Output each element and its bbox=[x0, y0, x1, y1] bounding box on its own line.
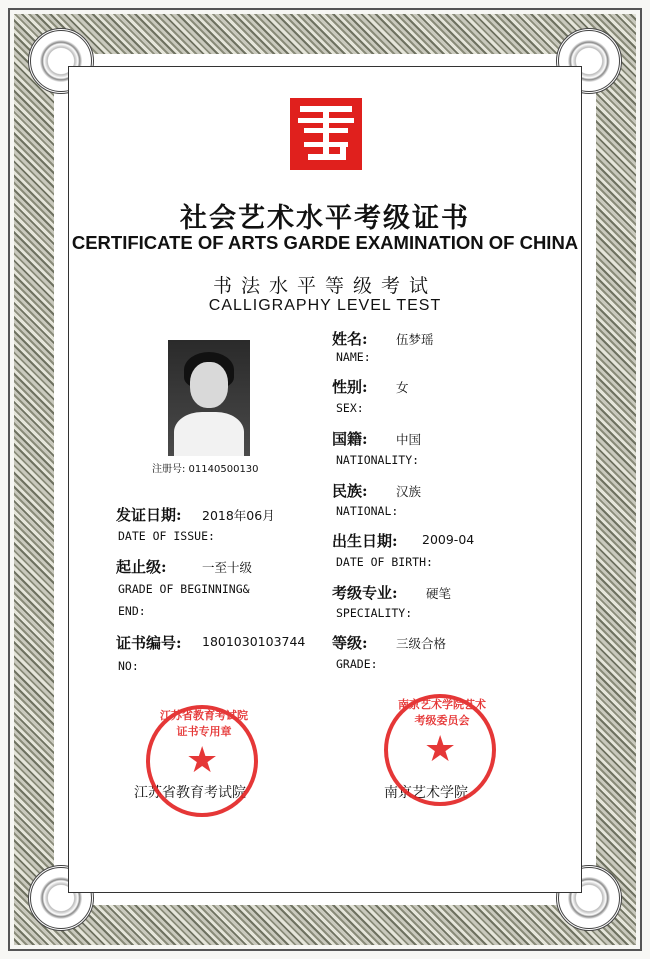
certificate-title-en: CERTIFICATE OF ARTS GARDE EXAMINATION OF CHINA bbox=[71, 232, 579, 253]
right-issuer-signature: 南京艺术学院 bbox=[384, 785, 468, 801]
cert-number-label-en: NO: bbox=[118, 659, 139, 673]
grade-value: 三级合格 bbox=[396, 636, 447, 651]
right-seal bbox=[384, 694, 496, 806]
test-title-cn: 书法水平等级考试 bbox=[212, 275, 437, 297]
grade-range-label: 起止级: bbox=[116, 558, 167, 576]
left-seal bbox=[146, 705, 258, 817]
name-label: 姓名: bbox=[332, 330, 368, 348]
ethnicity-value: 汉族 bbox=[396, 484, 422, 499]
grade-label: 等级: bbox=[332, 634, 368, 652]
speciality-label-en: SPECIALITY: bbox=[336, 606, 413, 620]
nationality-label-en: NATIONALITY: bbox=[336, 453, 420, 467]
left-issuer-signature: 江苏省教育考试院 bbox=[134, 785, 246, 801]
birth-label: 出生日期: bbox=[332, 532, 398, 550]
grade-range-value: 一至十级 bbox=[202, 560, 253, 575]
nationality-label: 国籍: bbox=[332, 430, 368, 448]
grade-range-label-en-end: END: bbox=[118, 604, 146, 618]
seal-star-icon: ★ bbox=[186, 740, 219, 781]
speciality-value: 硬笔 bbox=[426, 586, 452, 601]
cert-number-value: 1801030103744 bbox=[202, 634, 306, 649]
grade-range-label-en: GRADE OF BEGINNING& bbox=[118, 582, 250, 596]
issue-date-label: 发证日期: bbox=[116, 506, 182, 524]
nationality-value: 中国 bbox=[396, 432, 422, 447]
ethnicity-label-en: NATIONAL: bbox=[336, 504, 399, 518]
cert-number-label: 证书编号: bbox=[116, 634, 182, 652]
grade-label-en: GRADE: bbox=[336, 657, 378, 671]
test-title-en: CALLIGRAPHY LEVEL TEST bbox=[208, 297, 442, 314]
sex-label-en: SEX: bbox=[336, 401, 364, 415]
left-seal-text: 江苏省教育考试院 证书专用章 bbox=[160, 709, 248, 738]
birth-label-en: DATE OF BIRTH: bbox=[336, 555, 433, 569]
speciality-label: 考级专业: bbox=[332, 584, 398, 602]
right-seal-text: 南京艺术学院艺术考级委员会 bbox=[398, 698, 486, 727]
certificate-title-cn: 社会艺术水平考级证书 bbox=[180, 203, 470, 234]
birth-value: 2009-04 bbox=[422, 532, 475, 547]
name-label-en: NAME: bbox=[336, 350, 371, 364]
sex-label: 性别: bbox=[332, 378, 368, 396]
issue-date-value: 2018年06月 bbox=[202, 508, 275, 523]
arts-emblem-icon bbox=[290, 98, 362, 170]
issue-date-label-en: DATE OF ISSUE: bbox=[118, 529, 215, 543]
seal-star-icon: ★ bbox=[424, 729, 457, 770]
ethnicity-label: 民族: bbox=[332, 482, 368, 500]
registration-number: 注册号: 01140500130 bbox=[152, 464, 259, 475]
sex-value: 女 bbox=[396, 380, 409, 395]
inner-panel bbox=[68, 66, 582, 893]
student-photo bbox=[168, 340, 250, 456]
name-value: 伍梦瑶 bbox=[396, 332, 434, 347]
